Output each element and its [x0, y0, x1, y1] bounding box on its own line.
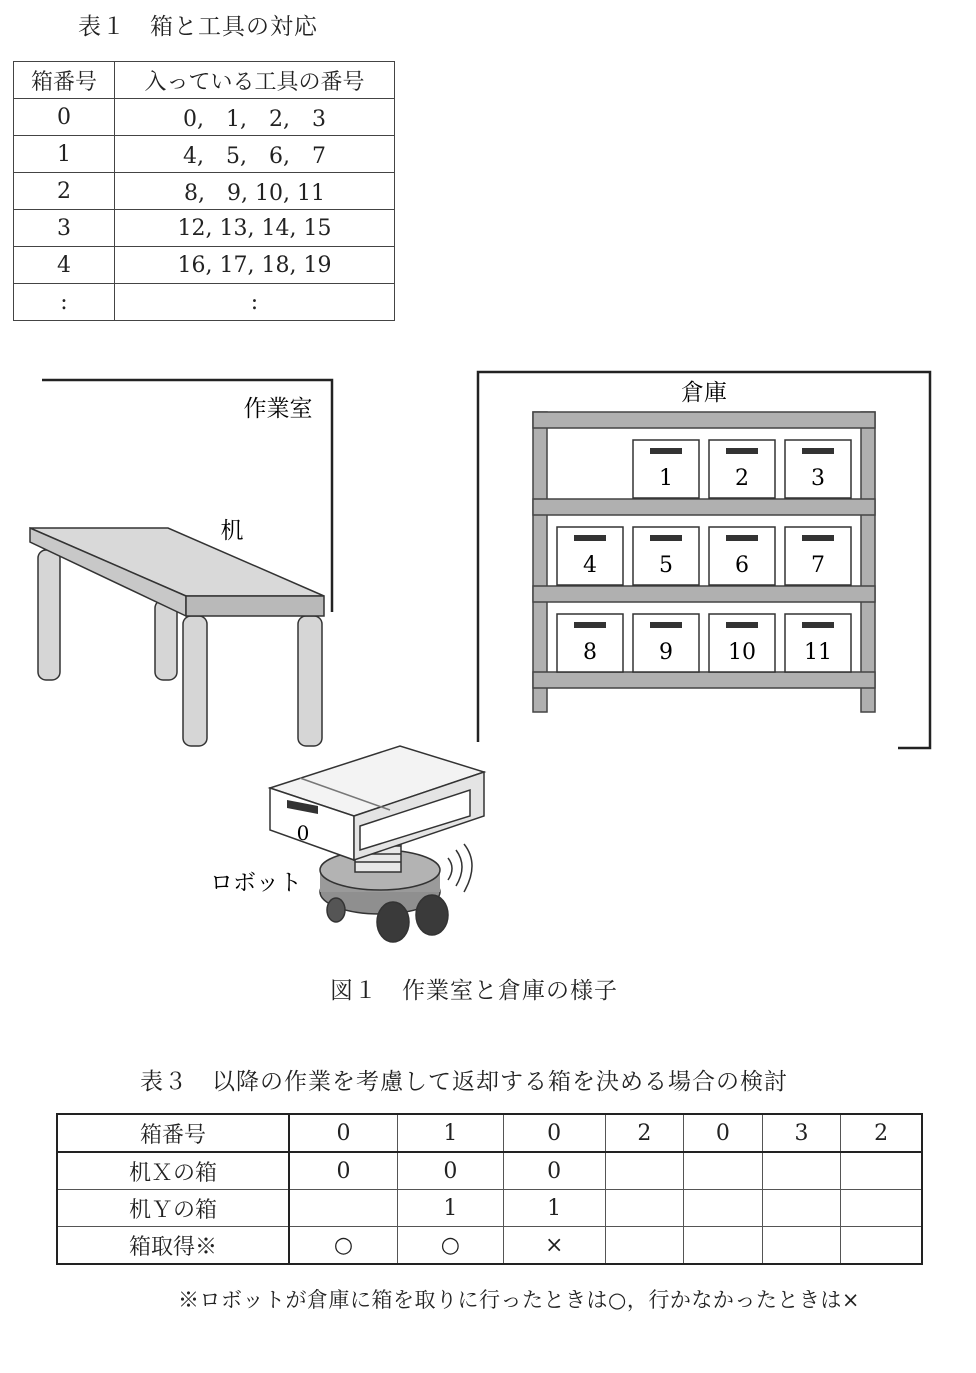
- table-row: [57, 1227, 922, 1265]
- table-cell: 3: [14, 210, 115, 247]
- table-row: [14, 210, 395, 247]
- box-number: 7: [811, 553, 825, 578]
- table-cell: 3: [762, 1114, 841, 1152]
- table-cell: [841, 1152, 922, 1190]
- box-number: 10: [728, 640, 756, 665]
- table-cell: [684, 1227, 763, 1265]
- box-number: 11: [804, 640, 832, 665]
- table1: [13, 61, 395, 321]
- shelf-box: [633, 527, 699, 585]
- figure1-illustration: [0, 360, 976, 960]
- shelf-box: [785, 440, 851, 498]
- shelf-box: [709, 440, 775, 498]
- figure1-caption: 図１ 作業室と倉庫の様子: [330, 978, 618, 1004]
- table-cell: 1: [14, 136, 115, 173]
- row-label: 箱番号: [57, 1114, 289, 1152]
- table-cell: 2: [14, 173, 115, 210]
- table3-caption: 表３ 以降の作業を考慮して返却する箱を決める場合の検討: [140, 1069, 788, 1095]
- table-cell: [684, 1190, 763, 1227]
- table-cell: 0: [503, 1114, 605, 1152]
- shelf-box: [709, 614, 775, 672]
- table-row: [14, 284, 395, 321]
- table-cell: :: [14, 284, 115, 321]
- desk-label: 机: [220, 518, 244, 544]
- table-row: [14, 173, 395, 210]
- table-cell: 0: [684, 1114, 763, 1152]
- box-number: 8: [583, 640, 597, 665]
- shelf-box: [633, 440, 699, 498]
- table-cell: [605, 1190, 684, 1227]
- header-cell: 箱番号: [14, 62, 115, 99]
- shelf-box: [785, 527, 851, 585]
- table-cell: [762, 1152, 841, 1190]
- table-row: [57, 1152, 922, 1190]
- table-cell: [762, 1227, 841, 1265]
- box-number: 1: [659, 466, 673, 491]
- table-cell: 2: [841, 1114, 922, 1152]
- shelf-box: [557, 614, 623, 672]
- table-cell: 1: [503, 1190, 605, 1227]
- table-row: [14, 247, 395, 284]
- table-cell: ○: [289, 1227, 397, 1265]
- table-row: [14, 136, 395, 173]
- table-cell: [684, 1152, 763, 1190]
- table3: [56, 1113, 923, 1265]
- table-cell: [762, 1190, 841, 1227]
- table-row: [14, 99, 395, 136]
- row-label: 机Ｙの箱: [57, 1190, 289, 1227]
- shelf-boxes: [557, 440, 851, 672]
- table-cell: 4, 5, 6, 7: [115, 136, 395, 173]
- robot-box-number: 0: [296, 821, 310, 845]
- table1-caption: 表１ 箱と工具の対応: [78, 14, 318, 40]
- table-cell: 0: [14, 99, 115, 136]
- table-cell: 0: [397, 1152, 503, 1190]
- table-cell: [605, 1227, 684, 1265]
- table-cell: [289, 1190, 397, 1227]
- table-cell: :: [115, 284, 395, 321]
- shelf-box: [557, 527, 623, 585]
- table-cell: ×: [503, 1227, 605, 1265]
- shelf-box: [633, 614, 699, 672]
- table-cell: 0: [289, 1152, 397, 1190]
- table-row: [57, 1114, 922, 1152]
- box-number: 9: [659, 640, 673, 665]
- table-cell: 0: [289, 1114, 397, 1152]
- table-header-row: [14, 62, 395, 99]
- box-number: 5: [659, 553, 673, 578]
- row-label: 箱取得※: [57, 1227, 289, 1265]
- table-cell: [841, 1190, 922, 1227]
- table-cell: 2: [605, 1114, 684, 1152]
- table-cell: 4: [14, 247, 115, 284]
- table-cell: 8, 9, 10, 11: [115, 173, 395, 210]
- box-number: 4: [583, 553, 597, 578]
- box-number: 6: [735, 553, 749, 578]
- table-cell: ○: [397, 1227, 503, 1265]
- table-cell: 1: [397, 1114, 503, 1152]
- table-cell: 12, 13, 14, 15: [115, 210, 395, 247]
- shelf-box: [709, 527, 775, 585]
- table-cell: [841, 1227, 922, 1265]
- table3-footnote: ※ロボットが倉庫に箱を取りに行ったときは○，行かなかったときは×: [178, 1288, 860, 1312]
- table-cell: 1: [397, 1190, 503, 1227]
- table-cell: 16, 17, 18, 19: [115, 247, 395, 284]
- table-row: [57, 1190, 922, 1227]
- warehouse-label: 倉庫: [681, 380, 727, 406]
- box-number: 2: [735, 466, 749, 491]
- table-cell: 0, 1, 2, 3: [115, 99, 395, 136]
- shelf-box: [785, 614, 851, 672]
- header-cell: 入っている工具の番号: [115, 62, 395, 99]
- table-cell: 0: [503, 1152, 605, 1190]
- workroom-label: 作業室: [243, 396, 313, 422]
- robot-label: ロボット: [210, 870, 302, 896]
- table-cell: [605, 1152, 684, 1190]
- box-number: 3: [811, 466, 825, 491]
- desk: [30, 528, 324, 746]
- row-label: 机Ｘの箱: [57, 1152, 289, 1190]
